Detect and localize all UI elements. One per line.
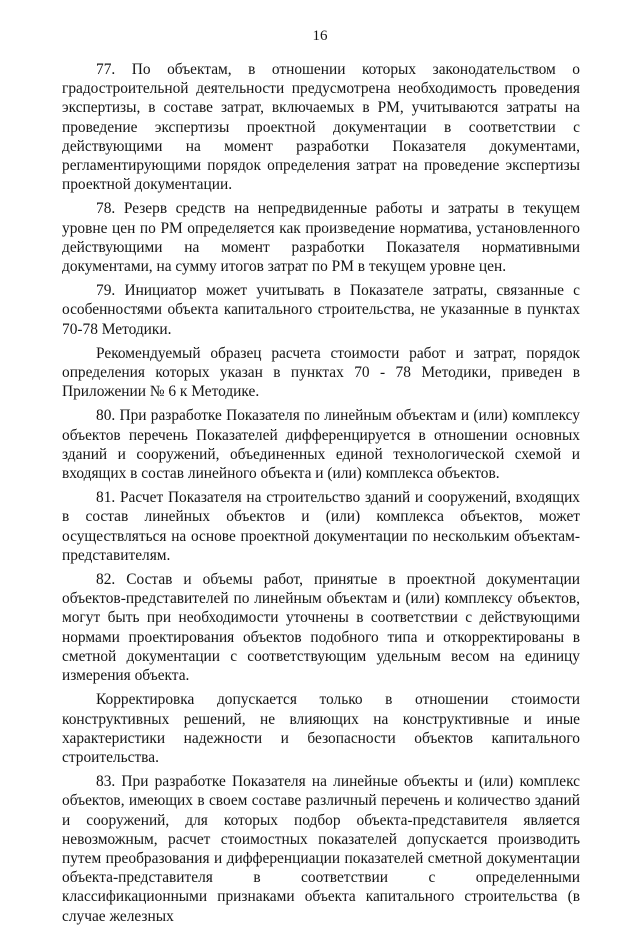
paragraph-81: 81. Расчет Показателя на строительство зданий и сооружений, входящих в состав линейных объектов и (или) комплекса объектов, может осуществляться на основе проектной документации по нескольким объектам-представителям. xyxy=(62,489,580,564)
paragraph-correction: Корректировка допускается только в отношении стоимости конструктивных решений, не влияющих на конструктивные и иные характеристики надежности и безопасности объектов капитального строительства. xyxy=(62,691,580,766)
paragraph-80: 80. При разработке Показателя по линейным объектам и (или) комплексу объектов перечень Показателей дифференцируется в отношении основных зданий и сооружений, объединенных единой технологической схемой и входящих в состав линейного объекта и (или) комплекса объектов. xyxy=(62,407,580,483)
paragraph-79: 79. Инициатор может учитывать в Показателе затраты, связанные с особенностями объекта капитального строительства, не указанные в пунктах 70-78 Методики. xyxy=(62,282,580,338)
paragraph-83: 83. При разработке Показателя на линейные объекты и (или) комплекс объектов, имеющих в своем составе различный перечень и количество зданий и сооружений, для которых подбор объекта-представителя является невозможным, расчет стоимостных показателей допускается производить путем преобразования и дифференциации показателей сметной документации объекта-представителя в соответствии с определенными классификационными признаками объекта капитального строительства (в случае железных xyxy=(62,773,580,925)
paragraph-78: 78. Резерв средств на непредвиденные работы и затраты в текущем уровне цен по РМ определяется как произведение норматива, установленного действующими на момент разработки Показателя нормативными документами, на сумму итогов затрат по РМ в текущем уровне цен. xyxy=(62,200,580,276)
paragraph-82: 82. Состав и объемы работ, принятые в проектной документации объектов-представителей по линейным объектам и (или) комплексу объектов, могут быть при необходимости уточнены в соответствии с действующими нормами проектирования объектов подобного типа и откорректированы в сметной документации с соответствующим удельным весом на единицу измерения объекта. xyxy=(62,571,580,685)
paragraph-77: 77. По объектам, в отношении которых законодательством о градостроительной деятельности предусмотрена необходимость проведения экспертизы, в составе затрат, включаемых в РМ, учитываются затраты на проведение экспертизы проектной документации в соответствии с действующими на момент разработки Показателя документами, регламентирующими порядок определения затрат на проведение экспертизы проектной документации. xyxy=(62,61,580,194)
document-body xyxy=(62,60,580,931)
paragraph-recommended-sample: Рекомендуемый образец расчета стоимости работ и затрат, порядок определения которых указан в пунктах 70 - 78 Методики, приведен в Приложении № 6 к Методике. xyxy=(62,344,580,401)
page-number: 16 xyxy=(312,28,328,44)
